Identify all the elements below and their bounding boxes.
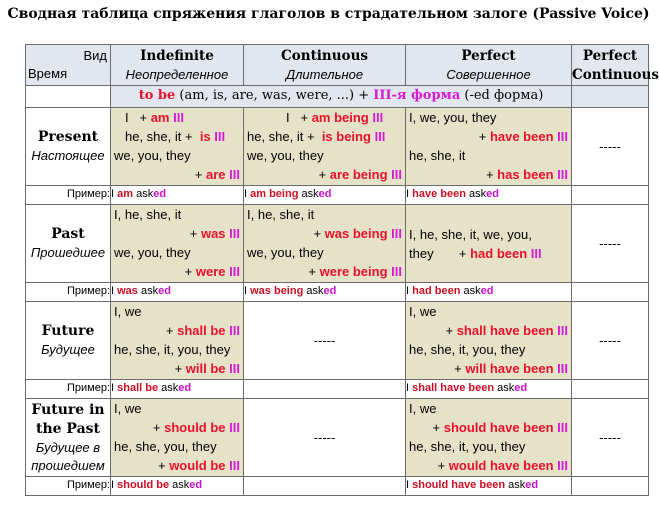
formula-blank bbox=[26, 86, 111, 108]
dash-present: ----- bbox=[572, 108, 649, 186]
cell-past-continuous bbox=[244, 205, 406, 283]
tense-future-in-past bbox=[26, 399, 111, 477]
tense-row-future bbox=[26, 302, 649, 380]
conj-line bbox=[244, 108, 405, 127]
example-present-continuous bbox=[244, 186, 406, 205]
ex-base: ask bbox=[306, 285, 324, 297]
example-future-in-past-perfect bbox=[406, 477, 572, 496]
tense-row-future-in-past bbox=[26, 399, 649, 477]
example-row-past bbox=[26, 283, 649, 302]
third-form: III bbox=[557, 167, 568, 182]
example-blank bbox=[572, 380, 649, 399]
verb: have been bbox=[489, 129, 554, 144]
conj-line: I, we bbox=[114, 401, 142, 416]
vremya-label: Время bbox=[28, 66, 68, 81]
ex-ending: ed bbox=[480, 285, 494, 297]
tense-row-past bbox=[26, 205, 649, 283]
example-present-perfect bbox=[406, 186, 572, 205]
tense-en: Present bbox=[37, 129, 99, 145]
ex-ending: ed bbox=[189, 479, 203, 491]
verb: would be bbox=[169, 458, 226, 473]
verb: had been bbox=[470, 245, 528, 261]
formula-forms: (am, is, are, was, were, ...) + bbox=[175, 88, 374, 103]
third-form: III bbox=[530, 245, 542, 261]
col-continuous bbox=[244, 45, 406, 86]
third-form: III bbox=[229, 458, 240, 473]
plus: + bbox=[318, 167, 327, 182]
plus: + bbox=[478, 129, 487, 144]
plus: + bbox=[454, 361, 462, 376]
cell-future-indefinite bbox=[111, 302, 244, 380]
example-row-future-in-past bbox=[26, 477, 649, 496]
header-row bbox=[26, 45, 649, 86]
conj-line bbox=[244, 165, 405, 184]
verb: are being bbox=[329, 167, 388, 182]
plus: + bbox=[152, 420, 161, 435]
cell-past-indefinite bbox=[111, 205, 244, 283]
ex-ending: ed bbox=[514, 382, 528, 394]
conj-line: we, you, they bbox=[114, 148, 191, 163]
conj-line bbox=[406, 456, 571, 475]
col-en: Indefinite bbox=[140, 48, 214, 64]
conj-line bbox=[111, 359, 243, 378]
third-form: III bbox=[229, 264, 240, 279]
subject: they bbox=[409, 245, 434, 261]
col-perfect-continuous bbox=[572, 45, 659, 86]
ex-verb: shall have been bbox=[412, 382, 495, 394]
example-blank bbox=[244, 477, 406, 496]
plus: + bbox=[165, 323, 174, 338]
third-form: III bbox=[557, 361, 568, 376]
conj-line bbox=[244, 262, 405, 281]
example-label: Пример: bbox=[26, 380, 111, 399]
page-title: Сводная таблица спряжения глаголов в страдательном залоге (Passive Voice) bbox=[7, 6, 650, 22]
ex-base: ask bbox=[469, 188, 487, 200]
ex-base: ask bbox=[463, 285, 481, 297]
conj-line bbox=[406, 418, 571, 437]
ex-subject: I bbox=[111, 382, 115, 394]
formula bbox=[111, 86, 572, 108]
verb: should have been bbox=[443, 420, 554, 435]
conj-line bbox=[111, 418, 243, 437]
ex-subject: I bbox=[406, 188, 410, 200]
ex-base: ask bbox=[301, 188, 319, 200]
ex-verb: have been bbox=[412, 188, 466, 200]
ex-base: ask bbox=[136, 188, 154, 200]
verb: will have been bbox=[465, 361, 554, 376]
cell-future-perfect bbox=[406, 302, 572, 380]
third-form: III bbox=[391, 264, 402, 279]
col-ru: Неопределенное bbox=[125, 67, 229, 82]
conj-line: I, we bbox=[114, 304, 142, 319]
example-blank bbox=[572, 186, 649, 205]
tense-present bbox=[26, 108, 111, 186]
example-future-perfect bbox=[406, 380, 572, 399]
plus: + bbox=[184, 264, 193, 279]
conj-line: he, she, you, they bbox=[114, 439, 217, 454]
subject: I bbox=[125, 110, 129, 125]
plus: + bbox=[437, 458, 446, 473]
example-future-indefinite bbox=[111, 380, 244, 399]
ex-base: ask bbox=[172, 479, 190, 491]
conj-line: we, you, they bbox=[247, 148, 324, 163]
third-form: III bbox=[229, 226, 240, 241]
conj-line: he, she, it, you, they bbox=[409, 342, 526, 357]
tense-past bbox=[26, 205, 111, 283]
conj-line: I, he, she, it bbox=[114, 207, 182, 222]
cell-present-perfect bbox=[406, 108, 572, 186]
third-form: III bbox=[557, 129, 568, 144]
third-form: III bbox=[557, 458, 568, 473]
corner-cell bbox=[26, 45, 111, 86]
verb: will be bbox=[185, 361, 226, 376]
verb: has been bbox=[497, 167, 554, 182]
dash-past: ----- bbox=[572, 205, 649, 283]
ex-verb: was bbox=[117, 285, 138, 297]
formula-row bbox=[26, 86, 649, 108]
third-form: III bbox=[229, 323, 240, 338]
third-form: III bbox=[173, 110, 184, 125]
ex-ending: ed bbox=[323, 285, 337, 297]
third-form: III bbox=[214, 129, 226, 144]
plus: + bbox=[445, 323, 454, 338]
plus: + bbox=[194, 167, 203, 182]
ex-subject: I bbox=[111, 479, 115, 491]
plus: + bbox=[458, 245, 467, 261]
tense-ru: Будущее bbox=[41, 342, 95, 357]
verb: am bbox=[150, 110, 170, 125]
formula-to-be: to be bbox=[138, 88, 176, 103]
formula-third-form: III-я форма bbox=[373, 88, 461, 103]
conj-line: I, he, she, it, we, you, bbox=[409, 226, 532, 242]
ex-verb: had been bbox=[412, 285, 461, 297]
verb: should be bbox=[164, 420, 226, 435]
third-form: III bbox=[229, 420, 240, 435]
ex-subject: I bbox=[406, 382, 410, 394]
plus: + bbox=[189, 226, 198, 241]
verb: was being bbox=[324, 226, 388, 241]
example-label: Пример: bbox=[26, 477, 111, 496]
verb: am being bbox=[311, 110, 369, 125]
dash-future: ----- bbox=[572, 302, 649, 380]
ex-verb: should be bbox=[117, 479, 170, 491]
subject: I bbox=[286, 110, 290, 125]
ex-ending: ed bbox=[158, 285, 171, 297]
conj-line: we, you, they bbox=[247, 245, 324, 260]
cell-past-perfect bbox=[406, 205, 572, 283]
subject: he, she, it + bbox=[247, 129, 315, 144]
plus: + bbox=[300, 110, 309, 125]
ex-verb: shall be bbox=[117, 382, 159, 394]
third-form: III bbox=[229, 167, 240, 182]
dash-future-in-past: ----- bbox=[572, 399, 649, 477]
conj-line: we, you, they bbox=[114, 245, 191, 260]
col-perfect bbox=[406, 45, 572, 86]
plus: + bbox=[308, 264, 316, 279]
third-form: III bbox=[229, 361, 240, 376]
cell-future-in-past-indefinite bbox=[111, 399, 244, 477]
ex-base: ask bbox=[497, 382, 515, 394]
passive-voice-table bbox=[25, 44, 659, 496]
ex-verb: am bbox=[117, 188, 134, 200]
ex-subject: I bbox=[111, 188, 115, 200]
dash-future-continuous: ----- bbox=[244, 302, 406, 380]
tense-en-line-2: the Past bbox=[36, 420, 100, 437]
plus: + bbox=[313, 226, 322, 241]
verb: shall be bbox=[177, 323, 226, 338]
third-form: III bbox=[557, 323, 568, 338]
ex-ending: ed bbox=[318, 188, 332, 200]
col-en: Continuous bbox=[281, 48, 368, 64]
conj-line bbox=[406, 244, 571, 263]
formula-blank-right bbox=[572, 86, 649, 108]
ex-subject: I bbox=[111, 285, 115, 297]
ex-base: ask bbox=[140, 285, 159, 297]
tense-ru: Настоящее bbox=[31, 148, 105, 163]
verb: were bbox=[195, 264, 226, 279]
col-ru: Совершенное bbox=[446, 67, 531, 82]
conj-line: I, we bbox=[409, 401, 437, 416]
tense-future bbox=[26, 302, 111, 380]
conj-line bbox=[406, 321, 571, 340]
example-future-in-past-indefinite bbox=[111, 477, 244, 496]
col-ru: Длительное bbox=[285, 67, 364, 82]
ex-base: ask bbox=[161, 382, 179, 394]
verb: is being bbox=[321, 129, 371, 144]
conj-line: he, she, it bbox=[409, 148, 466, 163]
tense-en: Future bbox=[41, 323, 95, 339]
ex-ending: ed bbox=[153, 188, 167, 200]
example-label: Пример: bbox=[26, 186, 111, 205]
ex-base: ask bbox=[508, 479, 526, 491]
conj-line bbox=[406, 127, 571, 146]
conj-line bbox=[111, 224, 243, 243]
example-blank bbox=[244, 380, 406, 399]
conj-line bbox=[406, 359, 571, 378]
tense-en-line-1: Future in bbox=[31, 401, 105, 418]
cell-present-continuous bbox=[244, 108, 406, 186]
formula-ed: (-ed форма) bbox=[460, 88, 544, 103]
example-label: Пример: bbox=[26, 283, 111, 302]
plus: + bbox=[139, 110, 148, 125]
example-row-future bbox=[26, 380, 649, 399]
verb: were being bbox=[319, 264, 388, 279]
conj-line bbox=[111, 108, 243, 127]
example-present-indefinite bbox=[111, 186, 244, 205]
ex-ending: ed bbox=[486, 188, 499, 200]
tense-ru: Прошедшее bbox=[30, 245, 106, 260]
conj-line bbox=[111, 262, 243, 281]
verb: was bbox=[200, 226, 226, 241]
tense-en: Past bbox=[51, 226, 85, 242]
example-past-perfect bbox=[406, 283, 572, 302]
vid-label: Вид bbox=[83, 48, 107, 63]
tense-ru-line-1: Будущее в bbox=[35, 439, 101, 455]
col-en: Perfect Continuous bbox=[572, 48, 659, 83]
ex-subject: I bbox=[406, 285, 410, 297]
ex-verb: was being bbox=[250, 285, 304, 297]
conj-line bbox=[244, 224, 405, 243]
ex-verb: should have been bbox=[412, 479, 506, 491]
tense-row-present bbox=[26, 108, 649, 186]
third-form: III bbox=[391, 167, 402, 182]
example-past-indefinite bbox=[111, 283, 244, 302]
ex-verb: am being bbox=[250, 188, 299, 200]
conj-line bbox=[111, 127, 243, 146]
conj-line bbox=[111, 321, 243, 340]
col-indefinite bbox=[111, 45, 244, 86]
third-form: III bbox=[391, 226, 402, 241]
conj-line: I, we, you, they bbox=[409, 110, 497, 125]
example-row-present bbox=[26, 186, 649, 205]
verb: is bbox=[199, 129, 211, 144]
conj-line: I, he, she, it bbox=[247, 207, 315, 222]
third-form: III bbox=[372, 110, 384, 125]
conj-line bbox=[111, 456, 243, 475]
example-blank bbox=[572, 477, 649, 496]
example-blank bbox=[572, 283, 649, 302]
dash-future-in-past-continuous: ----- bbox=[244, 399, 406, 477]
ex-ending: ed bbox=[525, 479, 539, 491]
ex-ending: ed bbox=[178, 382, 192, 394]
conj-line: he, she, it, you, they bbox=[114, 342, 231, 357]
conj-line bbox=[244, 127, 405, 146]
conj-line: he, she, it, you, they bbox=[409, 439, 526, 454]
verb: shall have been bbox=[456, 323, 554, 338]
tense-ru-line-2: прошедшем bbox=[31, 457, 105, 473]
cell-present-indefinite bbox=[111, 108, 244, 186]
ex-subject: I bbox=[244, 188, 248, 200]
verb: would have been bbox=[448, 458, 554, 473]
conj-line bbox=[406, 165, 571, 184]
third-form: III bbox=[557, 420, 568, 435]
conj-line bbox=[111, 165, 243, 184]
ex-subject: I bbox=[406, 479, 410, 491]
col-en: Perfect bbox=[461, 48, 516, 64]
subject: he, she, it + bbox=[125, 129, 193, 144]
plus: + bbox=[174, 361, 183, 376]
verb: are bbox=[206, 167, 226, 182]
plus: + bbox=[485, 167, 494, 182]
cell-future-in-past-perfect bbox=[406, 399, 572, 477]
plus: + bbox=[157, 458, 166, 473]
ex-subject: I bbox=[244, 285, 248, 297]
plus: + bbox=[432, 420, 441, 435]
third-form: III bbox=[374, 129, 386, 144]
conj-line: I, we bbox=[409, 304, 437, 319]
example-past-continuous bbox=[244, 283, 406, 302]
